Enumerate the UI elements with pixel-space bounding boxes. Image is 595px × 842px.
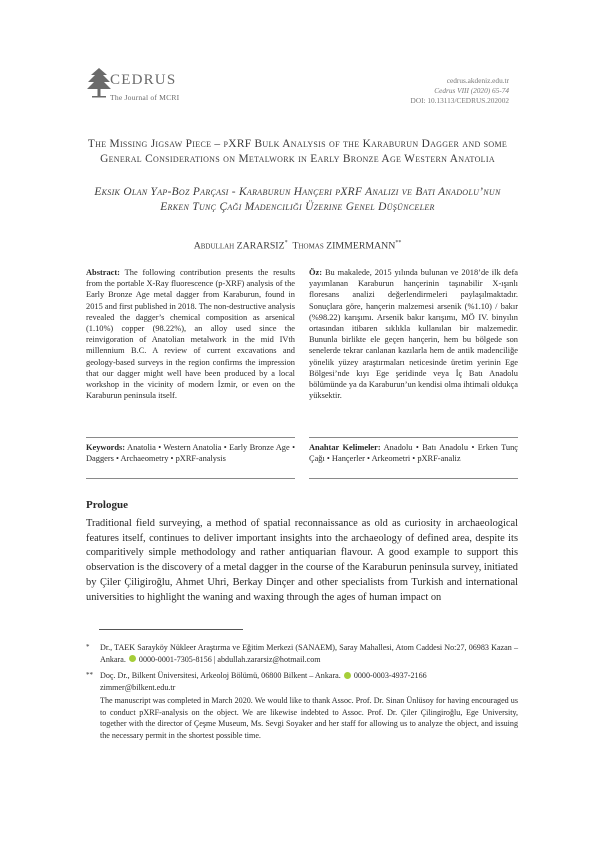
abstract-label: Abstract: <box>86 268 120 277</box>
cedar-tree-logo-icon <box>86 66 112 100</box>
author-name: Abdullah ZARARSIZ <box>193 240 285 252</box>
divider <box>309 478 518 479</box>
journal-doi[interactable]: DOI: 10.13113/CEDRUS.202002 <box>410 96 509 105</box>
article-title-english: The Missing Jigsaw Piece – pXRF Bulk Analysis of the Karaburun Dagger and some General Considerations on Metalwork in Early Bronze Age Western Anatolia <box>87 138 508 165</box>
journal-citation: Cedrus VIII (2020) 65-74 <box>434 86 509 95</box>
orcid-icon[interactable] <box>344 672 351 679</box>
abstract-text: The following contribution presents the results from the portable X-Ray fluorescence (p-XRF) analysis of the Early Bronze Age metal dagger from Karaburun, found in 2015 and first published in 2018. The non-destructive analysis revealed the dagger’s chemical composition as arsenical (1.10%) copper (98.22%), an alloy used since the reinvigoration of Anatolian metalwork in the mid IVth millennium B.C. A review of current excavations and geology-based surveys in the region confirms the impression that our dagger might well have been produced by a local workshop in the vicinity of modern İzmir, or even on the Karaburun peninsula itself. <box>86 268 295 401</box>
journal-site-link[interactable]: cedrus.akdeniz.edu.tr <box>446 76 509 85</box>
journal-logo-name: CEDRUS <box>110 72 177 88</box>
authors-line <box>80 240 515 251</box>
author-name: Thomas ZIMMERMANN <box>292 240 396 252</box>
footnote-divider <box>99 629 243 630</box>
footnote-acknowledgement <box>86 695 518 741</box>
anahtar-text: Anadolu • Batı Anadolu • Erken Tunç Çağı • Hançerler • Arkeometri • pXRF-analiz <box>309 443 518 464</box>
divider <box>86 478 295 479</box>
journal-logo-subtitle: The Journal of MCRI <box>110 93 180 102</box>
footnote-author1 <box>86 642 518 665</box>
footnote-text: Doç. Dr., Bilkent Üniversitesi, Arkeoloj Bölümü, 06800 Bilkent – Ankara. <box>100 671 341 680</box>
footnote-mark: ** <box>86 671 93 679</box>
keywords-turkish <box>309 442 518 464</box>
author-footnote-mark: * <box>284 240 288 246</box>
abstract-english <box>86 267 295 401</box>
anahtar-label: Anahtar Kelimeler: <box>309 443 381 452</box>
footnote-email[interactable]: zimmer@bilkent.edu.tr <box>100 682 176 692</box>
divider <box>309 437 518 438</box>
journal-citation-block <box>411 76 509 106</box>
footnote-orcid-email[interactable]: 0000-0001-7305-8156 | abdullah.zararsiz@hotmail.com <box>138 654 321 664</box>
footnote-mark: * <box>86 643 90 651</box>
abstract-turkish <box>309 267 518 401</box>
keywords-label: Keywords: <box>86 443 126 452</box>
keywords-text: Anatolia • Western Anatolia • Early Bronze Age • Daggers • Archaeometry • pXRF-analysis <box>86 443 295 464</box>
footnote-text: The manuscript was completed in March 2020. We would like to thank Assoc. Prof. Dr. Sinan Ünlüsoy for having encouraged us to conduct pXRF-analysis on the object. We are likewise indebted to Assoc. Prof. Dr. Çiler Çilingiroğlu, Ege University, together with the director of Çeşme Museum, Ms. Sevgi Soyaker and her staff for allowing us to analyze the object, and issuing the necessary permit in the shortest possible time. <box>100 696 518 740</box>
prologue-paragraph: Traditional field surveying, a method of spatial reconnaissance as old as curiosity in archaeological features itself, continues to deliver important insights into the archaeology of defined area, despite its comparitively simple methodology and rather antiquarian flavour. A good example to support this observation is the discovery of a metal dagger in the course of the Karaburun peninsula survey, initiated by Çiler Çiligiroğlu, Ahmet Uhri, Berkay Dinçer and other specialists from Turkish and international universities to highlight the waning and waxing through the ages of human impact on <box>86 518 518 603</box>
orcid-icon[interactable] <box>129 655 136 662</box>
divider <box>86 437 295 438</box>
article-title-turkish: Eksik Olan Yap-Boz Parçası - Karaburun Hançeri pXRF Analizi ve Batı Anadolu’nun Erken Tunç Çağı Madenciliği Üzerine Genel Düşünceler <box>94 186 501 213</box>
author-footnote-mark: ** <box>395 240 402 246</box>
oz-text: Bu makalede, 2015 yılında bulunan ve 2018’de ilk defa yayımlanan Karaburun hançerinin taşınabilir X-ışınlı floresans analizi değerlendirmeleri paylaşılmaktadır. Sonuçlara göre, hançerin malzemesi arsenik (%1.10) / bakır (%98.22) karışımı. Arsenik bakır karışımı, MÖ IV. binyılın ortasından itibaren sıklıkla kullanılan bir malzemedir. Bununla birlikte ele geçen hançerin, hem bu bölgede son senelerde tekrar canlanan kazılarla hem de antik madenciliğe yönelik yüzey araştırmaları neticesinde üretim yerinin Ege Bölgesi’nde kıyı Ege şeridinde veya İç Batı Anadolu bölümünde ya da Karaburun’un kendisi olma ihtimali oldukça yüksektir. <box>309 268 518 401</box>
footnote-text: Dr., TAEK Sarayköy Nükleer Araştırma ve Eğitim Merkezi (SANAEM), Saray Mahallesi, Atom Caddesi No:27, 06983 Kazan – Ankara. <box>100 643 518 664</box>
footnote-orcid[interactable]: 0000-0003-4937-2166 <box>353 671 427 680</box>
keywords-english <box>86 442 295 464</box>
section-heading-prologue: Prologue <box>86 499 128 511</box>
footnote-author2 <box>86 670 518 693</box>
oz-label: Öz: <box>309 268 323 277</box>
